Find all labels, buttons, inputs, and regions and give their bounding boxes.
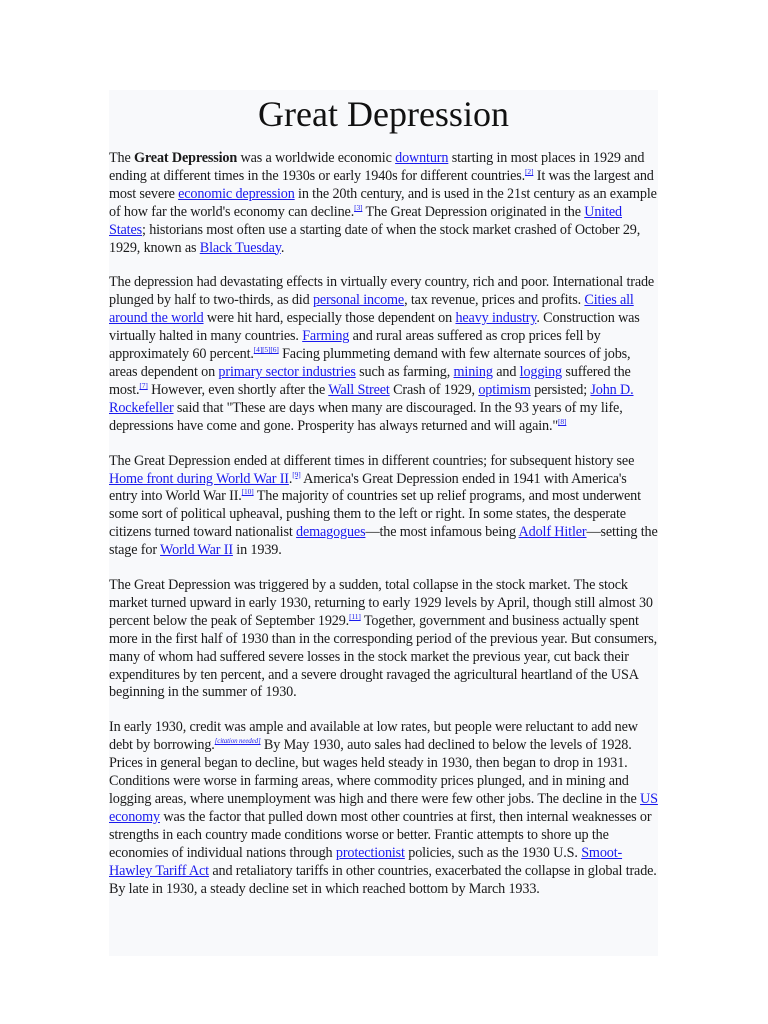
text-run: ; historians most often use a starting date of when the stock market crashed of October 29, 1929, known as (109, 221, 641, 256)
wiki-link[interactable]: demagogues (296, 524, 366, 541)
text-run: The majority of countries set up relief programs, and most underwent some sort of political upheaval, pushing them to the left or right. In some states, the desperate citizens turned toward nationalist (109, 488, 641, 541)
text-run: . (288, 470, 293, 487)
wiki-link[interactable]: mining (453, 363, 493, 380)
text-run: starting in most places in 1929 and ending at different times in the 1930s or early 1940s for different countries. (109, 150, 645, 184)
citation-link[interactable]: [2] (525, 166, 534, 176)
citation-ref[interactable] (558, 417, 566, 426)
wiki-link[interactable]: optimism (478, 381, 531, 398)
bold-term: Great Depression (134, 150, 238, 166)
wiki-link[interactable]: John D. Rockefeller (109, 381, 634, 416)
text-run: America's Great Depression ended in 1941 with America's entry into World War II. (109, 470, 627, 505)
paragraph-1 (109, 150, 658, 257)
text-run: The depression had devastating effects in virtually every country, rich and poor. International trade plunged by half to two-thirds, as did (109, 274, 655, 309)
citation-link[interactable]: [9] (292, 469, 301, 479)
citation-link[interactable]: [11] (349, 611, 361, 621)
wiki-link[interactable]: downturn (395, 150, 449, 166)
text-run: The Great Depression was triggered by a sudden, total collapse in the stock market. The stock market turned upward in early 1930, returning to early 1929 levels by April, though still almost 30 percent below the peak of September 1929. (109, 577, 653, 629)
text-run: By May 1930, auto sales had declined to below the levels of 1928. Prices in general began to decline, but wages held steady in 1930, then began to drop in 1931. Conditions were worse in farming areas, where commodity prices plunged, and in mining and logging areas, where unemployment was high and there were few other jobs. The decline in the (109, 737, 641, 807)
text-run: . (280, 239, 285, 256)
text-run: and retaliatory tariffs in other countries, exacerbated the collapse in global trade. By late in 1930, a steady decline set in which reached bottom by March 1933. (109, 862, 657, 897)
text-run: However, even shortly after the (147, 381, 329, 398)
text-run: such as farming, (355, 363, 454, 380)
text-run: was the factor that pulled down most other countries at first, then internal weaknesses or strengths in each country made conditions worse or better. Frantic attempts to shore up the economies of individual nations through (109, 808, 652, 861)
wiki-link[interactable]: heavy industry (455, 310, 537, 327)
text-run: in 1939. (232, 542, 282, 559)
paragraph-3 (109, 453, 658, 560)
citation-ref[interactable] (242, 487, 254, 496)
wiki-link[interactable]: economic depression (178, 185, 295, 202)
text-run: and (492, 363, 520, 380)
citation-link[interactable]: [3] (354, 202, 363, 212)
text-run: The Great Depression ended at different times in different countries; for subsequent history see (109, 452, 635, 469)
citation-ref[interactable] (292, 470, 300, 479)
wiki-link[interactable]: Smoot-Hawley Tariff Act (109, 844, 623, 879)
text-run: It was the largest and most severe (109, 167, 654, 202)
citation-link[interactable]: [citation needed] (214, 737, 261, 746)
text-run: Together, government and business actually spent more in the first half of 1930 than in the corresponding period of the previous year. But consumers, many of whom had suffered severe losses in the stock market the previous year, cut back their expenditures by ten percent, and a severe drought ravaged the agricultural heartland of the USA beginning in the summer of 1930. (109, 612, 658, 701)
wiki-link[interactable]: personal income (312, 292, 405, 309)
paragraph-5 (109, 719, 658, 898)
text-run: policies, such as the 1930 U.S. (404, 844, 582, 861)
text-run: The Great Depression originated in the (362, 203, 585, 220)
article-title: Great Depression (258, 94, 509, 134)
wiki-link[interactable]: Cities all around the world (109, 292, 634, 327)
article-body (109, 150, 658, 915)
text-run: In early 1930, credit was ample and available at low rates, but people were reluctant to add new debt by borrowing. (109, 719, 638, 754)
text-run: The (109, 150, 135, 166)
text-run: —setting the stage for (109, 524, 658, 559)
citation-link[interactable]: [10] (241, 487, 254, 497)
text-run: , tax revenue, prices and profits. (404, 292, 585, 309)
wiki-link[interactable]: World War II (160, 542, 233, 559)
text-run: and rural areas suffered as crop prices fell by approximately 60 percent. (109, 328, 601, 363)
paragraph-4 (109, 577, 658, 702)
text-run: . Construction was virtually halted in many countries. (109, 310, 640, 345)
text-run: Facing plummeting demand with few alternate sources of jobs, areas dependent on (109, 346, 631, 380)
wiki-link[interactable]: US economy (109, 791, 658, 825)
citation-ref[interactable] (254, 345, 279, 354)
text-run: Crash of 1929, (389, 381, 479, 398)
wiki-link[interactable]: Farming (302, 328, 350, 345)
citation-link[interactable]: [4][5][6] (253, 345, 279, 355)
wiki-link[interactable]: logging (519, 363, 562, 380)
text-run: were hit hard, especially those dependent on (203, 310, 456, 327)
text-run: said that "These are days when many are discouraged. In the 93 years of my life, depressions have come and gone. Prosperity has always returned and will again." (109, 399, 623, 434)
wiki-link[interactable]: Adolf Hitler (518, 524, 587, 541)
text-run: in the 20th century, and is used in the 21st century as an example of how far the world's economy can decline. (109, 185, 657, 220)
text-run: was a worldwide economic (237, 150, 396, 166)
citation-link[interactable]: [7] (139, 380, 148, 390)
citation-ref[interactable] (349, 612, 361, 621)
citation-needed-note[interactable] (215, 736, 261, 745)
wiki-link[interactable]: Black Tuesday (199, 239, 281, 256)
wiki-link[interactable]: protectionist (335, 844, 405, 861)
text-run: suffered the most. (109, 363, 631, 398)
wiki-link[interactable]: Wall Street (328, 381, 390, 398)
text-run: —the most infamous being (365, 524, 519, 541)
wiki-link[interactable]: Home front during World War II (109, 470, 289, 487)
citation-ref[interactable] (139, 381, 147, 390)
wiki-link[interactable]: primary sector industries (218, 363, 356, 380)
wiki-link[interactable]: United States (109, 203, 622, 238)
text-run: persisted; (530, 381, 591, 398)
article-page (109, 90, 658, 956)
paragraph-2 (109, 274, 658, 435)
citation-link[interactable]: [8] (558, 416, 567, 426)
